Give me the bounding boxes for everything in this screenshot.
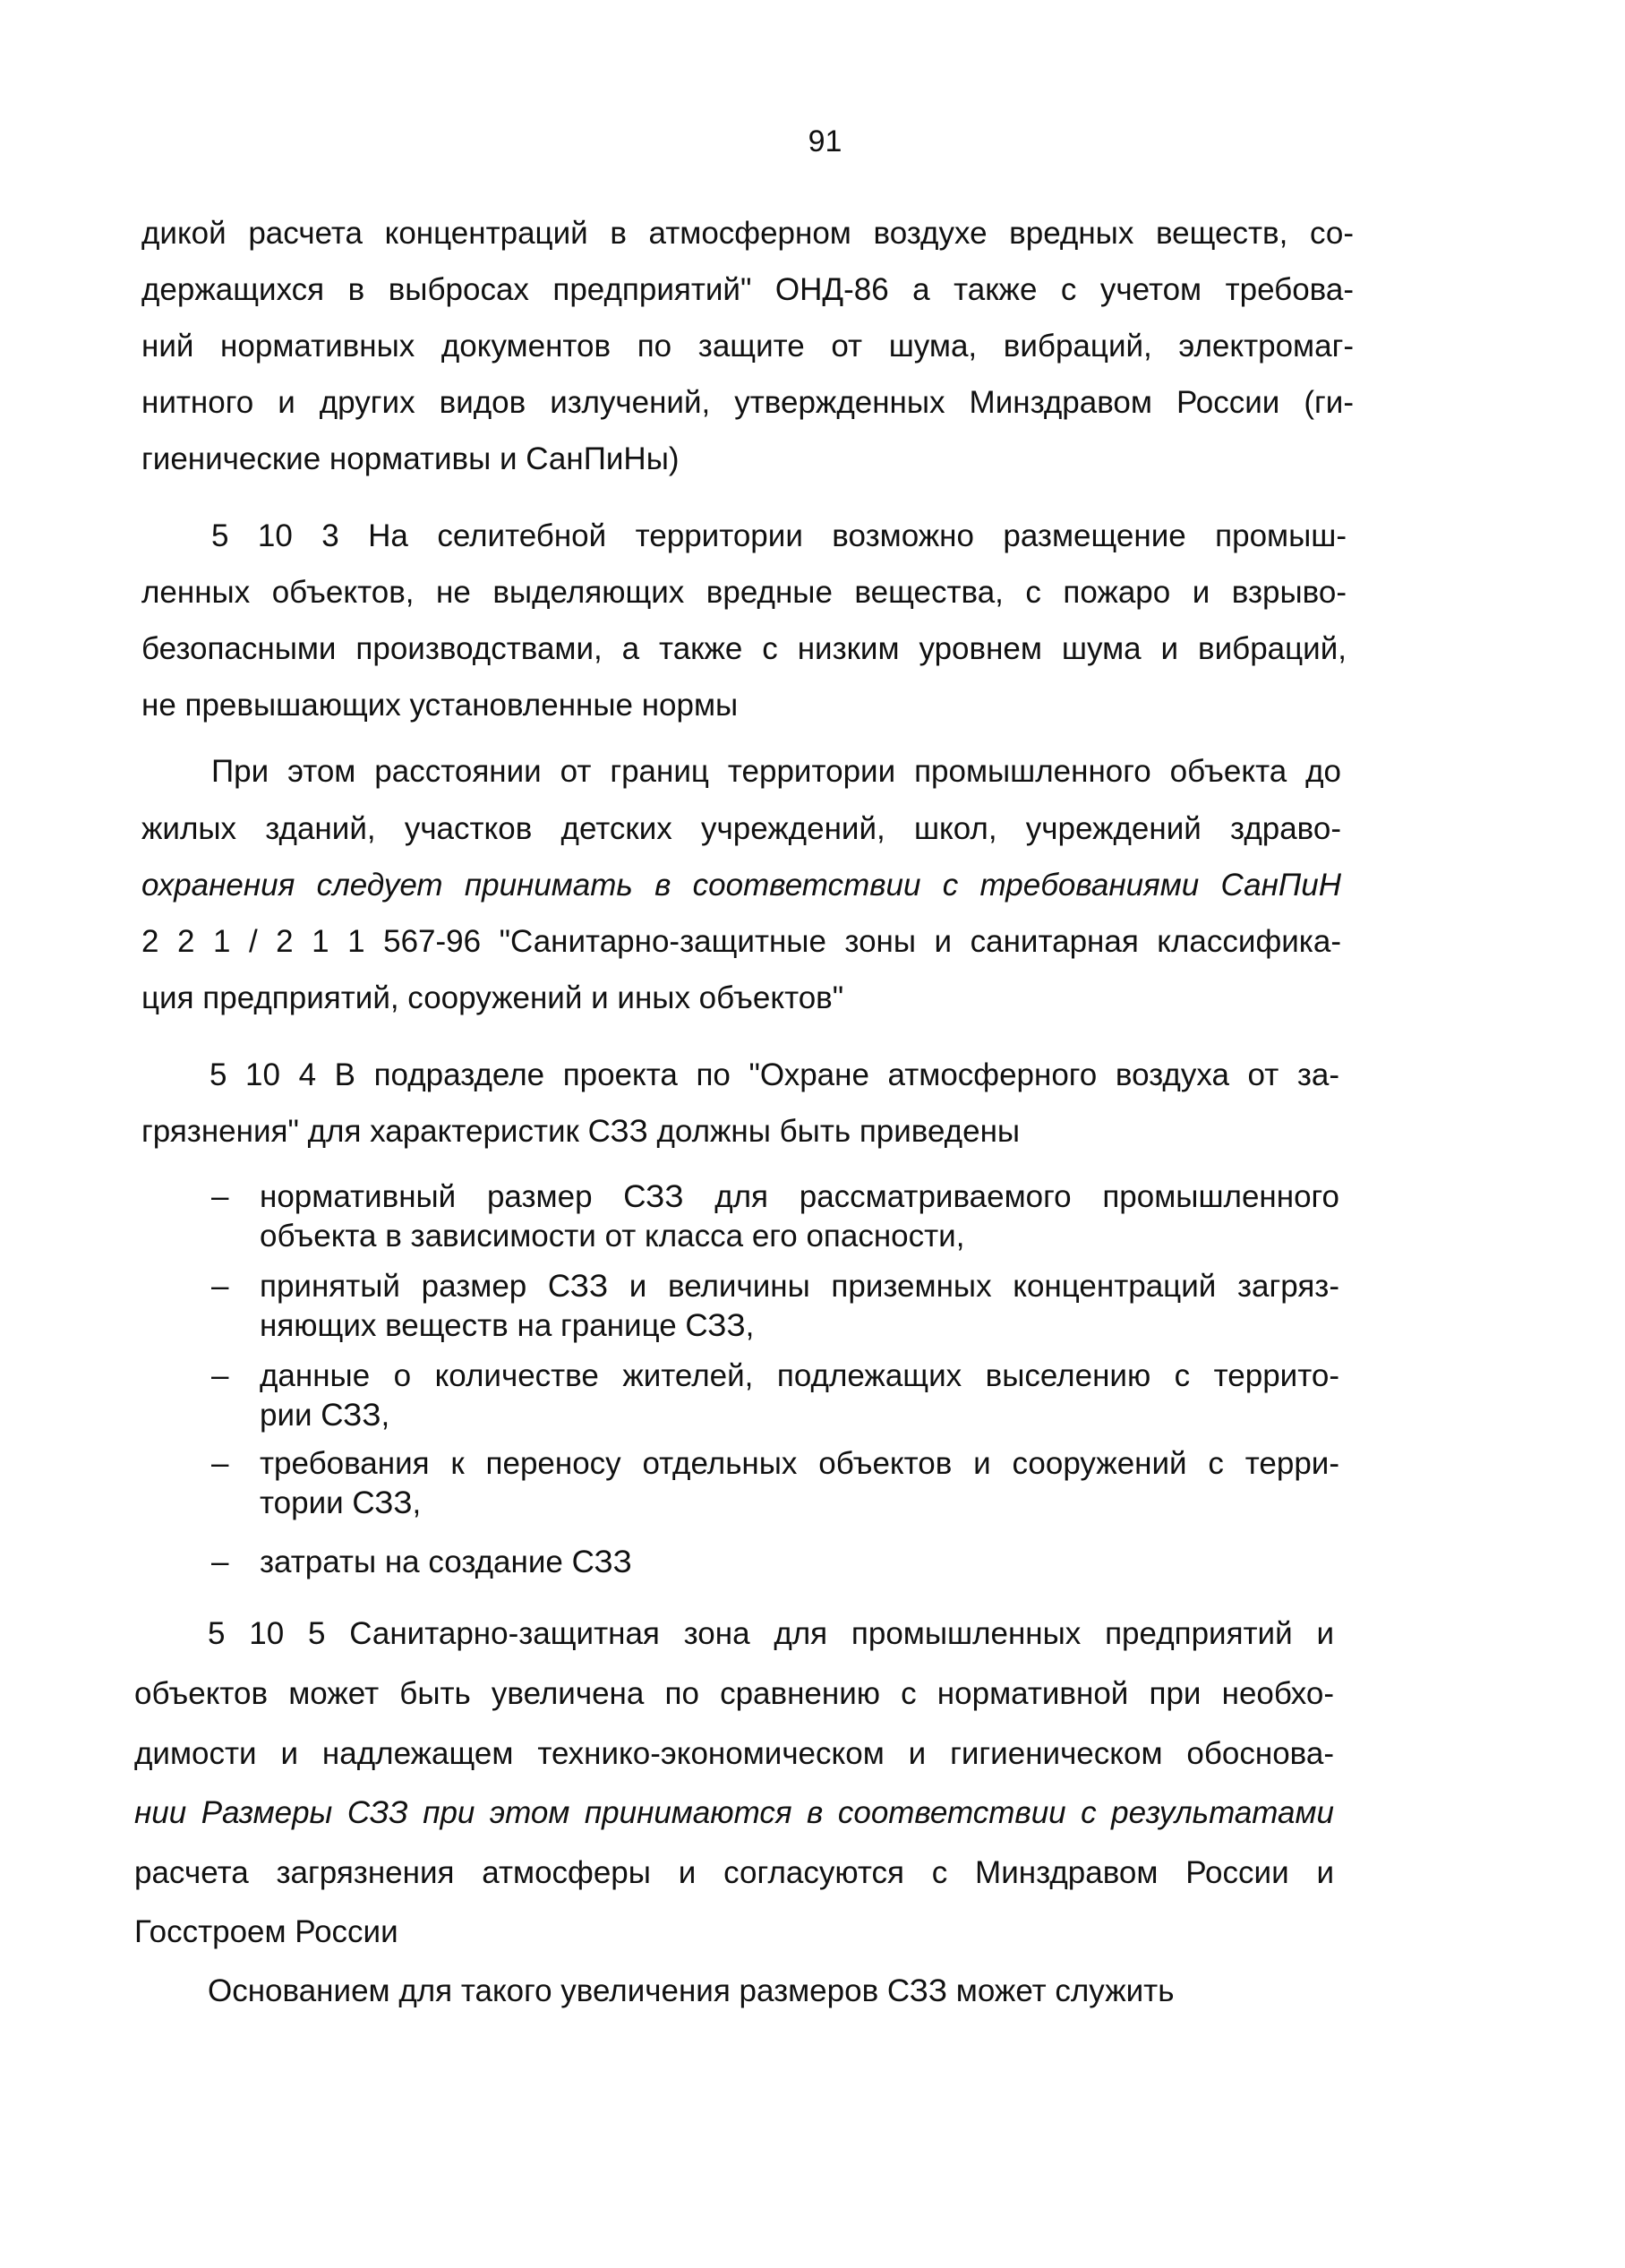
paragraph-3-line-4: 2 2 1 / 2 1 1 567-96 "Санитарно-защитные зоны и санитарная классифика- [141, 924, 1341, 959]
list-dash: – [211, 1179, 229, 1214]
paragraph-3-line-3: охранения следует принимать в соответствии с требованиями СанПиН [141, 868, 1341, 903]
paragraph-3-line-2: жилых зданий, участков детских учреждений, школ, учреждений здраво- [141, 811, 1341, 846]
paragraph-6-line-1: Основанием для такого увеличения размеров СЗЗ может служить [208, 1973, 1175, 2008]
paragraph-3-line-1: При этом расстоянии от границ территории промышленного объекта до [211, 754, 1341, 789]
paragraph-1-line-1: дикой расчета концентраций в атмосферном воздухе вредных веществ, со- [141, 216, 1354, 251]
paragraph-2-line-3: безопасными производствами, а также с низким уровнем шума и вибраций, [141, 631, 1347, 666]
list-item-3-line-2: рии СЗЗ, [260, 1398, 390, 1433]
list-item-4-line-1: требования к переносу отдельных объектов и сооружений с терри- [260, 1446, 1339, 1481]
paragraph-5-line-3: димости и надлежащем технико-экономическом и гигиеническом обоснова- [134, 1736, 1334, 1771]
paragraph-2-line-2: ленных объектов, не выделяющих вредные вещества, с пожаро и взрыво- [141, 575, 1347, 610]
paragraph-4-line-2: грязнения" для характеристик СЗЗ должны быть приведены [141, 1114, 1021, 1149]
list-item-5-line-1: затраты на создание СЗЗ [260, 1545, 632, 1579]
list-dash: – [211, 1545, 229, 1579]
paragraph-1-line-5: гиенические нормативы и СанПиНы) [141, 441, 680, 476]
list-item-2-line-2: няющих веществ на границе СЗЗ, [260, 1308, 755, 1343]
list-dash: – [211, 1269, 229, 1304]
paragraph-5-line-1: 5 10 5 Санитарно-защитная зона для промышленных предприятий и [208, 1616, 1334, 1651]
paragraph-3-line-5: ция предприятий, сооружений и иных объектов" [141, 980, 844, 1015]
paragraph-5-line-6: Госстроем России [134, 1914, 398, 1949]
paragraph-5-line-4: нии Размеры СЗЗ при этом принимаются в соответствии с результатами [134, 1795, 1334, 1830]
list-item-1-line-2: объекта в зависимости от класса его опасности, [260, 1219, 965, 1254]
paragraph-1-line-2: держащихся в выбросах предприятий" ОНД-86 а также с учетом требова- [141, 272, 1354, 307]
paragraph-2-line-1: 5 10 3 На селитебной территории возможно размещение промыш- [211, 518, 1347, 553]
page-number: 91 [808, 124, 842, 158]
list-item-4-line-2: тории СЗЗ, [260, 1485, 422, 1520]
paragraph-1-line-3: ний нормативных документов по защите от шума, вибраций, электромаг- [141, 329, 1354, 364]
paragraph-1-line-4: нитного и других видов излучений, утвержденных Минздравом России (ги- [141, 385, 1354, 420]
list-item-3-line-1: данные о количестве жителей, подлежащих выселению с террито- [260, 1358, 1339, 1393]
paragraph-5-line-2: объектов может быть увеличена по сравнению с нормативной при необхо- [134, 1676, 1334, 1711]
list-item-1-line-1: нормативный размер СЗЗ для рассматриваемого промышленного [260, 1179, 1339, 1214]
list-dash: – [211, 1358, 229, 1393]
paragraph-5-line-5: расчета загрязнения атмосферы и согласуются с Минздравом России и [134, 1855, 1334, 1890]
list-dash: – [211, 1446, 229, 1481]
paragraph-2-line-4: не превышающих установленные нормы [141, 688, 739, 723]
paragraph-4-line-1: 5 10 4 В подразделе проекта по "Охране атмосферного воздуха от за- [210, 1057, 1339, 1092]
list-item-2-line-1: принятый размер СЗЗ и величины приземных концентраций загряз- [260, 1269, 1339, 1304]
